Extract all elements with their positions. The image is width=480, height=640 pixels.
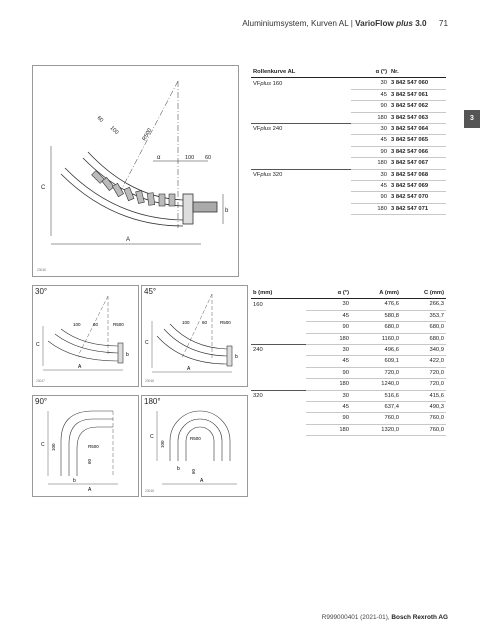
drawing-30-c: C: [36, 342, 40, 348]
col-alpha: α (°): [351, 67, 389, 78]
table-row: [251, 402, 446, 413]
dim-60-label: 60: [95, 115, 105, 124]
curve-name-cell: [251, 146, 351, 157]
curve-name-cell: VFplus 240: [251, 124, 351, 135]
col-c-dim: C (mm): [401, 288, 446, 299]
table-row: [251, 299, 446, 310]
alpha-cell: 30: [306, 390, 351, 401]
alpha-cell: 180: [351, 112, 389, 123]
col-a-dim: A (mm): [351, 288, 401, 299]
drawing-180-60: 60: [191, 468, 196, 474]
drawing-90-b: b: [73, 478, 76, 484]
part-number-cell: 3 842 547 061: [389, 89, 446, 100]
c-cell: 760,0: [401, 424, 446, 435]
curve-main-drawing: [33, 66, 238, 276]
drawing-45-c: C: [145, 340, 149, 346]
table-row: [251, 78, 446, 89]
drawing-30-figno: 23047: [36, 379, 45, 383]
part-number-cell: 3 842 547 069: [389, 181, 446, 192]
figure-number: 23046: [37, 268, 46, 272]
a-cell: 476,6: [351, 299, 401, 310]
a-cell: 516,6: [351, 390, 401, 401]
curve-name-cell: VFplus 320: [251, 169, 351, 180]
b-cell: [251, 310, 306, 321]
dim-60a-label: 60: [205, 155, 212, 161]
drawing-45-label: 45°: [144, 287, 157, 296]
table-row: [251, 135, 446, 146]
dim-radius-label: R500: [141, 127, 154, 142]
col-nr: Nr.: [389, 67, 446, 78]
alpha-cell: 180: [351, 203, 389, 214]
drawing-180-frame: [141, 395, 248, 497]
dim-a-label: A: [126, 237, 131, 243]
drawing-180-label: 180°: [144, 397, 161, 406]
curve-name-cell: [251, 112, 351, 123]
c-cell: 266,3: [401, 299, 446, 310]
chapter-tab: 3: [464, 110, 480, 128]
a-cell: 1240,0: [351, 379, 401, 390]
part-number-cell: 3 842 547 070: [389, 192, 446, 203]
alpha-cell: 45: [306, 402, 351, 413]
page-header: [242, 19, 448, 28]
curve-name-cell: [251, 158, 351, 169]
drawing-30-a: A: [78, 364, 82, 370]
part-number-cell: 3 842 547 060: [389, 78, 446, 89]
table-row: [251, 345, 446, 356]
b-cell: [251, 402, 306, 413]
table-row: [251, 356, 446, 367]
alpha-cell: 30: [351, 124, 389, 135]
table-row: [251, 112, 446, 123]
b-cell: [251, 333, 306, 344]
alpha-cell: 90: [351, 192, 389, 203]
b-cell: 160: [253, 301, 263, 308]
drawing-30-100: 100: [73, 322, 81, 327]
drawing-30-frame: [32, 285, 139, 387]
c-cell: 340,9: [401, 345, 446, 356]
dimensions-table: [251, 288, 446, 436]
table-row: [251, 181, 446, 192]
main-drawing-frame: [32, 65, 239, 277]
alpha-cell: 45: [351, 181, 389, 192]
drawing-180-a: A: [200, 478, 204, 484]
c-cell: 720,0: [401, 379, 446, 390]
part-number-cell: 3 842 547 063: [389, 112, 446, 123]
drawing-180-c: C: [150, 434, 154, 440]
c-cell: 415,6: [401, 390, 446, 401]
curve-name-cell: [251, 181, 351, 192]
drawing-90-60: 60: [87, 458, 92, 464]
table-row: [251, 192, 446, 203]
footer-company: Bosch Rexroth AG: [391, 614, 448, 621]
alpha-cell: 45: [306, 310, 351, 321]
b-cell: [251, 413, 306, 424]
a-cell: 1320,0: [351, 424, 401, 435]
col-alpha-dim: α (°): [306, 288, 351, 299]
table-row: [251, 322, 446, 333]
drawing-45-figno: 23048: [145, 379, 154, 383]
drawing-30-60: 60: [93, 322, 99, 327]
drawing-180-b: b: [177, 466, 180, 472]
drawing-90-r: R500: [88, 444, 99, 449]
col-curve: Rollenkurve AL: [251, 67, 351, 78]
c-cell: 353,7: [401, 310, 446, 321]
dim-alpha-label: α: [157, 155, 161, 161]
alpha-cell: 30: [351, 78, 389, 89]
header-title-bold: VarioFlow plus 3.0: [355, 19, 427, 28]
table-row: [251, 203, 446, 214]
b-cell: [251, 379, 306, 390]
drawing-30-b: b: [126, 352, 129, 358]
curve-name-cell: [251, 135, 351, 146]
drawing-180-r: R500: [190, 436, 201, 441]
curve-180-drawing: [142, 396, 247, 496]
col-b: b (mm): [251, 288, 306, 299]
part-number-cell: 3 842 547 065: [389, 135, 446, 146]
part-number-cell: 3 842 547 071: [389, 203, 446, 214]
a-cell: 609,1: [351, 356, 401, 367]
alpha-cell: 30: [306, 345, 351, 356]
curve-name-cell: [251, 101, 351, 112]
alpha-cell: 30: [351, 169, 389, 180]
drawing-45-b: b: [235, 354, 238, 360]
drawing-90-frame: [32, 395, 139, 497]
c-cell: 680,0: [401, 333, 446, 344]
curve-name-cell: [251, 89, 351, 100]
page-number: 71: [438, 19, 448, 28]
drawing-45-100: 100: [182, 320, 190, 325]
table-row: [251, 146, 446, 157]
c-cell: 422,0: [401, 356, 446, 367]
b-cell: 320: [251, 390, 306, 401]
table-row: [251, 169, 446, 180]
table-row: [251, 310, 446, 321]
drawing-90-label: 90°: [35, 397, 48, 406]
drawing-45-frame: [141, 285, 248, 387]
a-cell: 760,0: [351, 413, 401, 424]
dimensions-table-header: [251, 288, 446, 299]
drawing-180-100: 100: [160, 440, 165, 448]
alpha-cell: 90: [351, 101, 389, 112]
b-cell: [251, 367, 306, 378]
c-cell: 680,0: [401, 322, 446, 333]
part-number-cell: 3 842 547 064: [389, 124, 446, 135]
table-row: [251, 333, 446, 344]
part-number-cell: 3 842 547 068: [389, 169, 446, 180]
drawing-90-c: C: [41, 442, 45, 448]
b-cell: [251, 424, 306, 435]
drawing-30-label: 30°: [35, 287, 48, 296]
table-row: [251, 424, 446, 435]
drawing-45-r: R500: [220, 320, 231, 325]
table-row: [251, 101, 446, 112]
alpha-cell: 180: [306, 424, 351, 435]
alpha-cell: 45: [351, 135, 389, 146]
footer-doc-number: R999000401 (2021-01),: [321, 614, 392, 621]
alpha-cell: 180: [306, 333, 351, 344]
a-cell: 580,8: [351, 310, 401, 321]
alpha-cell: 90: [306, 367, 351, 378]
curve-name-cell: [251, 203, 351, 214]
b-cell: [251, 356, 306, 367]
alpha-cell: 180: [306, 379, 351, 390]
drawing-90-a: A: [88, 487, 92, 493]
dim-c-label: C: [41, 185, 46, 191]
curve-name-cell: VFplus 160: [253, 80, 283, 87]
page-footer: [322, 614, 448, 621]
c-cell: 720,0: [401, 367, 446, 378]
product-table: [251, 67, 446, 215]
alpha-cell: 180: [351, 158, 389, 169]
alpha-cell: 90: [306, 413, 351, 424]
part-number-cell: 3 842 547 066: [389, 146, 446, 157]
dim-b-label: b: [225, 208, 229, 214]
c-cell: 490,3: [401, 402, 446, 413]
part-number-cell: 3 842 547 067: [389, 158, 446, 169]
alpha-cell: 90: [306, 322, 351, 333]
curve-name-cell: [251, 192, 351, 203]
a-cell: 496,6: [351, 345, 401, 356]
b-cell: 240: [251, 345, 306, 356]
a-cell: 637,4: [351, 402, 401, 413]
table-row: [251, 158, 446, 169]
table-row: [251, 89, 446, 100]
drawing-45-60: 60: [202, 320, 208, 325]
curve-30-drawing: [33, 286, 138, 386]
alpha-cell: 30: [306, 299, 351, 310]
dim-100-label: 100: [108, 125, 120, 136]
table-row: [251, 124, 446, 135]
drawing-90-100: 100: [51, 443, 56, 451]
part-number-cell: 3 842 547 062: [389, 101, 446, 112]
curve-45-drawing: [142, 286, 247, 386]
drawing-180-figno: 23048: [145, 489, 154, 493]
header-title-prefix: Aluminiumsystem, Kurven AL |: [242, 19, 356, 28]
table-row: [251, 413, 446, 424]
table-row: [251, 379, 446, 390]
product-table-header: [251, 67, 446, 78]
a-cell: 680,0: [351, 322, 401, 333]
curve-90-drawing: [33, 396, 138, 496]
alpha-cell: 45: [306, 356, 351, 367]
alpha-cell: 45: [351, 89, 389, 100]
drawing-45-a: A: [187, 366, 191, 372]
drawing-30-r: R500: [113, 322, 124, 327]
alpha-cell: 90: [351, 146, 389, 157]
b-cell: [251, 322, 306, 333]
table-row: [251, 390, 446, 401]
dim-100a-label: 100: [185, 155, 195, 161]
c-cell: 760,0: [401, 413, 446, 424]
a-cell: 1160,0: [351, 333, 401, 344]
a-cell: 720,0: [351, 367, 401, 378]
table-row: [251, 367, 446, 378]
